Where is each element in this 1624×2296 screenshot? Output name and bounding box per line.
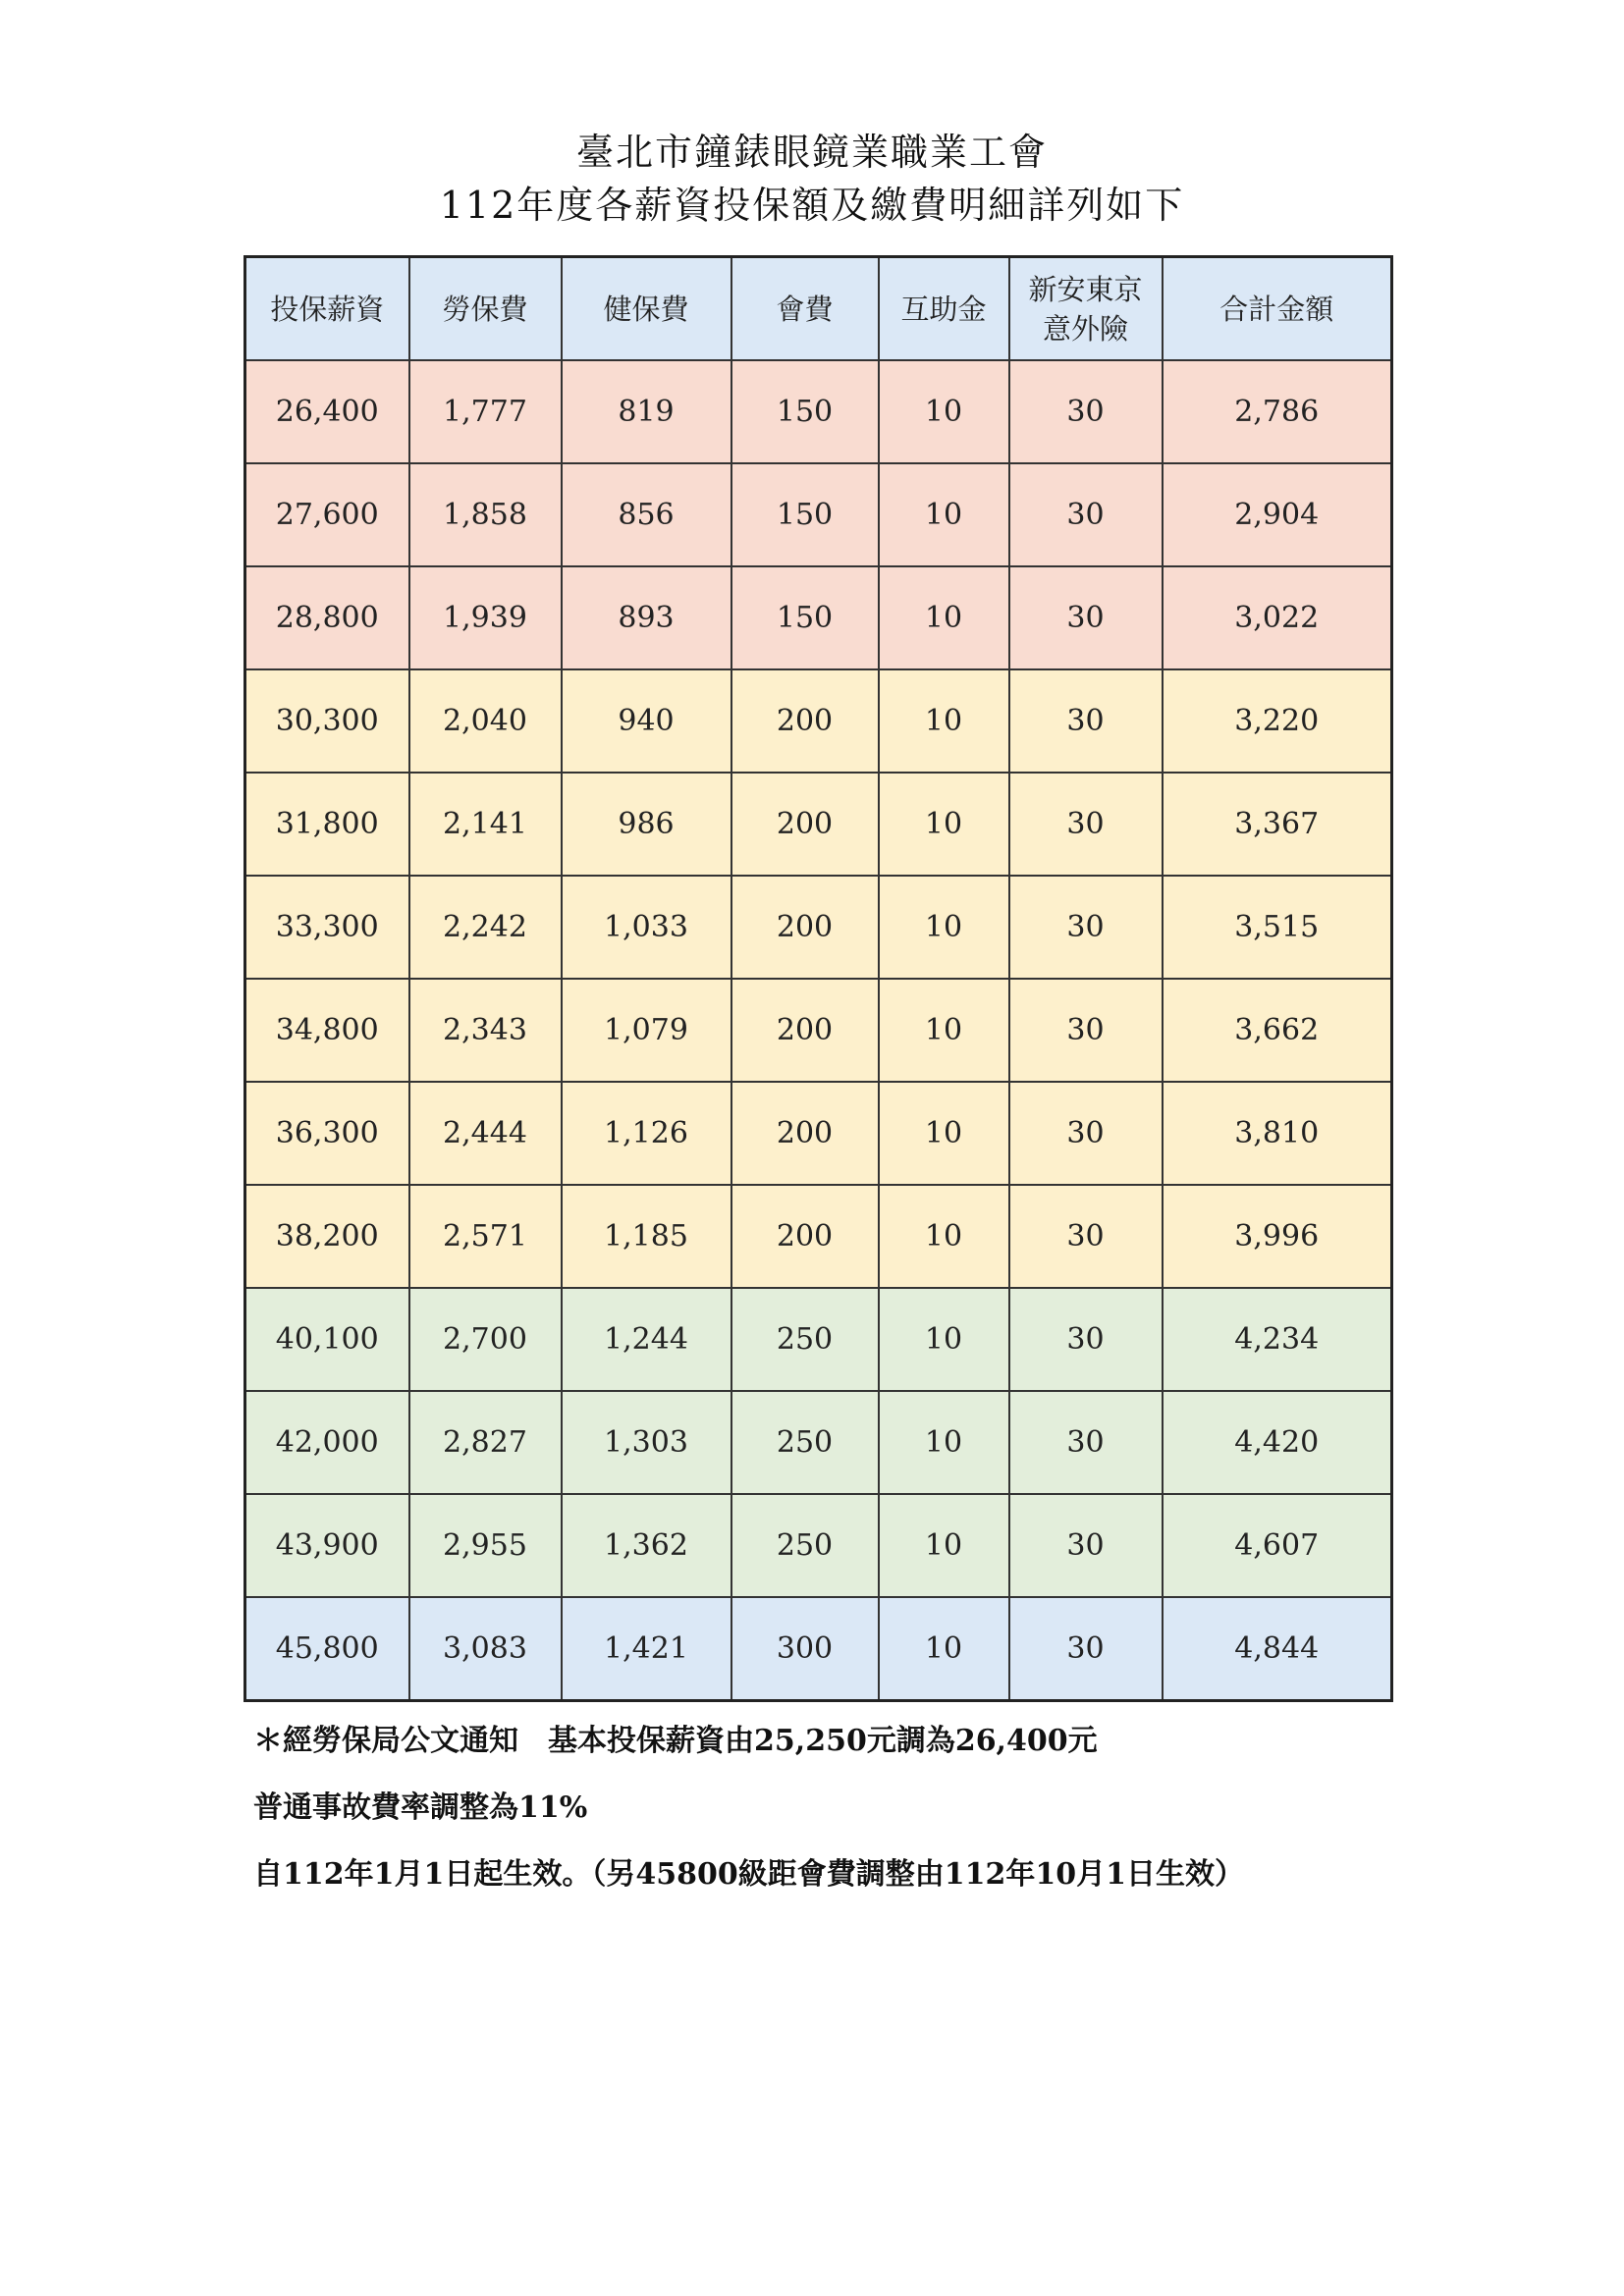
cell-health-insurance: 986 bbox=[562, 773, 731, 876]
cell-accident-insurance: 30 bbox=[1009, 1494, 1163, 1597]
cell-total-amount: 2,786 bbox=[1163, 360, 1392, 463]
cell-health-insurance: 1,033 bbox=[562, 876, 731, 979]
cell-mutual-aid: 10 bbox=[879, 1288, 1009, 1391]
cell-insured-salary: 30,300 bbox=[245, 669, 409, 773]
table-row bbox=[245, 876, 1392, 979]
cell-insured-salary: 42,000 bbox=[245, 1391, 409, 1494]
cell-mutual-aid: 10 bbox=[879, 979, 1009, 1082]
cell-mutual-aid: 10 bbox=[879, 1597, 1009, 1701]
cell-health-insurance: 819 bbox=[562, 360, 731, 463]
cell-accident-insurance: 30 bbox=[1009, 979, 1163, 1082]
cell-insured-salary: 26,400 bbox=[245, 360, 409, 463]
document-title bbox=[0, 126, 1624, 232]
cell-labor-insurance: 2,955 bbox=[409, 1494, 562, 1597]
cell-membership-fee: 200 bbox=[731, 979, 879, 1082]
cell-accident-insurance: 30 bbox=[1009, 566, 1163, 669]
cell-insured-salary: 36,300 bbox=[245, 1082, 409, 1185]
cell-mutual-aid: 10 bbox=[879, 360, 1009, 463]
cell-labor-insurance: 2,444 bbox=[409, 1082, 562, 1185]
cell-labor-insurance: 2,242 bbox=[409, 876, 562, 979]
table-row bbox=[245, 360, 1392, 463]
cell-accident-insurance: 30 bbox=[1009, 1288, 1163, 1391]
cell-accident-insurance: 30 bbox=[1009, 1391, 1163, 1494]
cell-membership-fee: 150 bbox=[731, 360, 879, 463]
title-line-2: 112年度各薪資投保額及繳費明細詳列如下 bbox=[439, 184, 1185, 227]
table-body bbox=[245, 360, 1392, 1701]
cell-health-insurance: 1,126 bbox=[562, 1082, 731, 1185]
cell-total-amount: 3,022 bbox=[1163, 566, 1392, 669]
cell-labor-insurance: 3,083 bbox=[409, 1597, 562, 1701]
cell-total-amount: 3,515 bbox=[1163, 876, 1392, 979]
cell-insured-salary: 33,300 bbox=[245, 876, 409, 979]
notes bbox=[253, 1722, 1432, 1922]
header-labor-insurance: 勞保費 bbox=[409, 257, 562, 361]
cell-insured-salary: 34,800 bbox=[245, 979, 409, 1082]
header-membership-fee: 會費 bbox=[731, 257, 879, 361]
table-row bbox=[245, 669, 1392, 773]
cell-total-amount: 4,420 bbox=[1163, 1391, 1392, 1494]
cell-membership-fee: 200 bbox=[731, 1185, 879, 1288]
cell-total-amount: 3,996 bbox=[1163, 1185, 1392, 1288]
cell-membership-fee: 150 bbox=[731, 463, 879, 566]
note-line-1: ＊經勞保局公文通知 基本投保薪資由25,250元調為26,400元 bbox=[253, 1724, 1098, 1758]
cell-membership-fee: 300 bbox=[731, 1597, 879, 1701]
table-row bbox=[245, 1082, 1392, 1185]
header-insured-salary: 投保薪資 bbox=[245, 257, 409, 361]
table-row bbox=[245, 1288, 1392, 1391]
fee-table bbox=[244, 255, 1393, 1702]
cell-accident-insurance: 30 bbox=[1009, 1082, 1163, 1185]
cell-total-amount: 3,810 bbox=[1163, 1082, 1392, 1185]
cell-labor-insurance: 2,571 bbox=[409, 1185, 562, 1288]
cell-health-insurance: 893 bbox=[562, 566, 731, 669]
header-accident-insurance bbox=[1009, 257, 1163, 361]
cell-total-amount: 4,844 bbox=[1163, 1597, 1392, 1701]
table-row bbox=[245, 1494, 1392, 1597]
cell-labor-insurance: 2,141 bbox=[409, 773, 562, 876]
cell-membership-fee: 250 bbox=[731, 1494, 879, 1597]
note-line-2: 普通事故費率調整為11% bbox=[253, 1790, 588, 1825]
cell-health-insurance: 1,303 bbox=[562, 1391, 731, 1494]
cell-accident-insurance: 30 bbox=[1009, 360, 1163, 463]
cell-accident-insurance: 30 bbox=[1009, 1185, 1163, 1288]
header-row bbox=[245, 257, 1392, 361]
cell-labor-insurance: 2,343 bbox=[409, 979, 562, 1082]
cell-total-amount: 3,220 bbox=[1163, 669, 1392, 773]
cell-insured-salary: 31,800 bbox=[245, 773, 409, 876]
table-header bbox=[245, 257, 1392, 361]
cell-mutual-aid: 10 bbox=[879, 463, 1009, 566]
cell-accident-insurance: 30 bbox=[1009, 773, 1163, 876]
cell-labor-insurance: 2,827 bbox=[409, 1391, 562, 1494]
cell-insured-salary: 40,100 bbox=[245, 1288, 409, 1391]
cell-insured-salary: 43,900 bbox=[245, 1494, 409, 1597]
cell-health-insurance: 1,421 bbox=[562, 1597, 731, 1701]
table-row bbox=[245, 1597, 1392, 1701]
cell-membership-fee: 200 bbox=[731, 773, 879, 876]
table-row bbox=[245, 463, 1392, 566]
cell-membership-fee: 150 bbox=[731, 566, 879, 669]
table-row bbox=[245, 979, 1392, 1082]
cell-total-amount: 4,607 bbox=[1163, 1494, 1392, 1597]
cell-mutual-aid: 10 bbox=[879, 773, 1009, 876]
cell-health-insurance: 1,244 bbox=[562, 1288, 731, 1391]
table-row bbox=[245, 566, 1392, 669]
cell-accident-insurance: 30 bbox=[1009, 463, 1163, 566]
cell-mutual-aid: 10 bbox=[879, 876, 1009, 979]
cell-health-insurance: 940 bbox=[562, 669, 731, 773]
cell-membership-fee: 200 bbox=[731, 1082, 879, 1185]
cell-health-insurance: 856 bbox=[562, 463, 731, 566]
cell-health-insurance: 1,362 bbox=[562, 1494, 731, 1597]
cell-accident-insurance: 30 bbox=[1009, 876, 1163, 979]
header-health-insurance: 健保費 bbox=[562, 257, 731, 361]
cell-labor-insurance: 2,700 bbox=[409, 1288, 562, 1391]
cell-health-insurance: 1,185 bbox=[562, 1185, 731, 1288]
cell-insured-salary: 45,800 bbox=[245, 1597, 409, 1701]
table-row bbox=[245, 773, 1392, 876]
cell-labor-insurance: 2,040 bbox=[409, 669, 562, 773]
table-row bbox=[245, 1391, 1392, 1494]
cell-membership-fee: 200 bbox=[731, 876, 879, 979]
cell-total-amount: 4,234 bbox=[1163, 1288, 1392, 1391]
header-total-amount: 合計金額 bbox=[1163, 257, 1392, 361]
cell-accident-insurance: 30 bbox=[1009, 669, 1163, 773]
cell-membership-fee: 250 bbox=[731, 1288, 879, 1391]
cell-insured-salary: 28,800 bbox=[245, 566, 409, 669]
cell-membership-fee: 250 bbox=[731, 1391, 879, 1494]
title-line-1: 臺北市鐘錶眼鏡業職業工會 bbox=[575, 131, 1048, 174]
header-mutual-aid: 互助金 bbox=[879, 257, 1009, 361]
cell-mutual-aid: 10 bbox=[879, 669, 1009, 773]
header-accident-insurance-line2: 意外險 bbox=[1042, 311, 1128, 346]
cell-membership-fee: 200 bbox=[731, 669, 879, 773]
cell-insured-salary: 27,600 bbox=[245, 463, 409, 566]
cell-accident-insurance: 30 bbox=[1009, 1597, 1163, 1701]
cell-mutual-aid: 10 bbox=[879, 1494, 1009, 1597]
cell-health-insurance: 1,079 bbox=[562, 979, 731, 1082]
cell-labor-insurance: 1,777 bbox=[409, 360, 562, 463]
cell-total-amount: 3,662 bbox=[1163, 979, 1392, 1082]
cell-insured-salary: 38,200 bbox=[245, 1185, 409, 1288]
cell-mutual-aid: 10 bbox=[879, 1185, 1009, 1288]
note-line-3: 自112年1月1日起生效。（另45800級距會費調整由112年10月1日生效） bbox=[253, 1857, 1244, 1892]
cell-total-amount: 2,904 bbox=[1163, 463, 1392, 566]
header-accident-insurance-line1: 新安東京 bbox=[1028, 272, 1143, 306]
table-row bbox=[245, 1185, 1392, 1288]
cell-mutual-aid: 10 bbox=[879, 1082, 1009, 1185]
cell-labor-insurance: 1,939 bbox=[409, 566, 562, 669]
cell-mutual-aid: 10 bbox=[879, 1391, 1009, 1494]
cell-mutual-aid: 10 bbox=[879, 566, 1009, 669]
cell-labor-insurance: 1,858 bbox=[409, 463, 562, 566]
cell-total-amount: 3,367 bbox=[1163, 773, 1392, 876]
